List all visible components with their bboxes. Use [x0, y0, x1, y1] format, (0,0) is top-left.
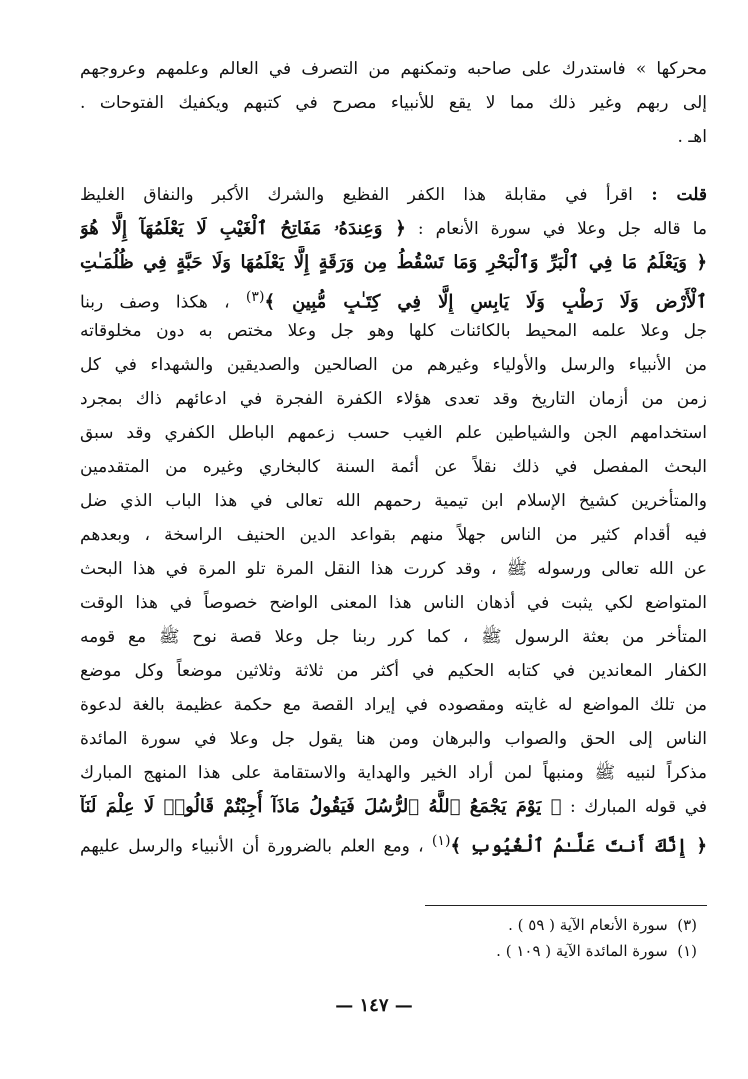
qalat-label: قلت :	[651, 185, 707, 205]
text-span: ، ومع العلم بالضرورة أن الأنبياء والرسل عليهم	[80, 836, 424, 857]
text-span: ما قاله جل وعلا في سورة الأنعام :	[417, 219, 707, 239]
text-line: من الأنبياء والرسل والأولياء وغيرهم من الصالحين والصديقين والشهداء في كل	[80, 355, 707, 375]
footnotes	[80, 905, 707, 964]
text-line: إلى ربهم وغير ذلك مما لا يقع للأنبياء مصرح في كتبهم ويكفيك الفتوحات .	[80, 93, 707, 113]
body-text	[80, 52, 707, 858]
text-span: ، هكذا وصف ربنا	[80, 292, 230, 313]
text-line: من تلك المواضع له غايته ومقصوده في إيراد القصة مع حكمة عظيمة بالغة لدعوة	[80, 695, 707, 715]
text-line	[80, 212, 707, 246]
page-number: — ١٤٧ —	[335, 995, 413, 1016]
footnote-divider	[425, 905, 707, 906]
quran-quote: ﴿ إِنَّكَ أَنتَ عَلَّـٰمُ ٱلْغُيُوبِ ﴾	[450, 835, 707, 857]
text-line: جل وعلا علمه المحيط بالكائنات كلها وهو جل وعلا مختص به دون مخلوقاته	[80, 321, 707, 341]
text-line: استخدامهم الجن والشياطين علم الغيب حسب زعمهم الباطل الكفري وقد سبق	[80, 423, 707, 443]
text-line	[80, 824, 707, 858]
text-span: في قوله المبارك :	[569, 797, 707, 817]
text-line: محركها » فاستدرك على صاحبه وتمكنهم من التصرف في العالم وعلمهم وعروجهم	[80, 59, 707, 79]
text-line: زمن من أزمان التاريخ وقد تعدى هؤلاء الكفرة الفجرة في ادعائهم ذاك بمجرد	[80, 389, 707, 409]
text-line: البحث المفصل في ذلك نقلاً عن أئمة السنة كالبخاري وغيره من المتقدمين	[80, 457, 707, 477]
text-span: اقرأ في مقابلة هذا الكفر الفظيع والشرك الأكبر والنفاق الغليظ	[80, 185, 633, 205]
footnote-text: سورة الأنعام الآية ( ٥٩ ) .	[508, 916, 668, 934]
text-line: المتواضع لكي يثبت في أذهان الناس هذا المعنى الواضح خصوصاً في هذا الوقت	[80, 593, 707, 613]
footnote-number: (٣)	[677, 916, 697, 934]
text-line: فيه أقدام كثير من الناس جهلاً منهم بقواعد الدين الحنيف الراسخة ، وبعدهم	[80, 525, 707, 545]
text-line: الناس إلى الحق والصواب والبرهان ومن هنا يقول جل وعلا في سورة المائدة	[80, 729, 707, 749]
text-line: الكفار المعاندين في كتابه الحكيم في أكثر من ثلاثة وثلاثين موضعاً وكل موضع	[80, 661, 707, 681]
quran-quote: ﴿ يَوْمَ يَجْمَعُ ٱللَّهُ ٱلرُّسُلَ فَيَقُولُ مَاذَآ أُجِبْتُمْ قَالُوا۟ لَا عِلْمَ لَنَآ	[80, 796, 562, 817]
text-line: المتأخر من بعثة الرسول ﷺ ، كما كرر ربنا جل وعلا قصة نوح ﷺ مع قومه	[80, 627, 707, 647]
text-line	[80, 790, 707, 824]
text-line: مذكراً لنبيه ﷺ ومنبهاً لمن أراد الخير والهداية والاستقامة على هذا المنهج المبارك	[80, 763, 707, 783]
quran-quote: ٱلْأَرْضِ وَلَا رَطْبٍ وَلَا يَابِسٍ إِلَّا فِي كِتَـٰبٍ مُّبِينٍ ﴾	[264, 291, 707, 313]
footnote-text: سورة المائدة الآية ( ١٠٩ ) .	[496, 942, 668, 960]
text-line: والمتأخرين كشيخ الإسلام ابن تيمية رحمهم الله تعالى في هذا الباب الذي ضل	[80, 491, 707, 511]
footnote-ref: (٣)	[245, 289, 265, 305]
footnote	[80, 912, 707, 938]
paragraph-start-line	[80, 178, 707, 212]
footnote	[80, 938, 707, 964]
text-line: عن الله تعالى ورسوله ﷺ ، وقد كررت هذا النقل المرة تلو المرة في هذا البحث	[80, 559, 707, 579]
quran-line: ﴿ وَيَعْلَمُ مَا فِي ٱلْبَرِّ وَٱلْبَحْرِ وَمَا تَسْقُطُ مِن وَرَقَةٍ إِلَّا يَعْلَمُهَا وَلَا حَبَّةٍ فِي ظُلُمَـٰتِ	[80, 252, 707, 273]
footnote-ref: (١)	[431, 833, 451, 849]
footnote-number: (١)	[677, 942, 697, 960]
text-line: اهـ .	[677, 127, 707, 147]
quran-quote: ﴿ وَعِندَهُۥ مَفَاتِحُ ٱلْغَيْبِ لَا يَعْلَمُهَآ إِلَّا هُوَ	[80, 218, 406, 239]
text-line	[80, 280, 707, 314]
